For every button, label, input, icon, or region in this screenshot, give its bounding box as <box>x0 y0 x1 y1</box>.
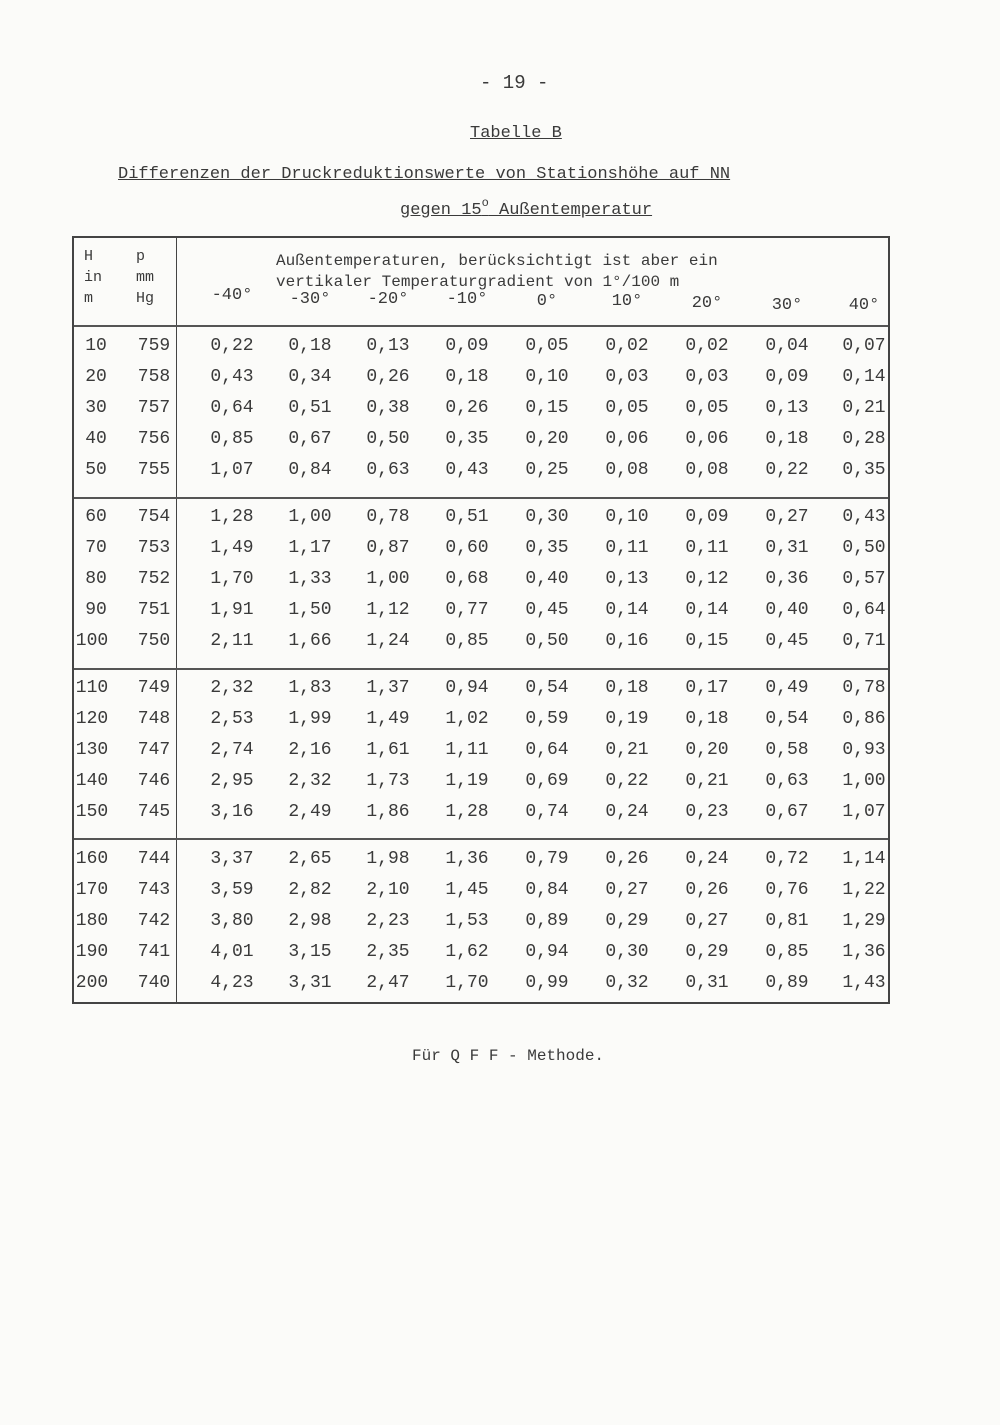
value-cell: 0,24 <box>605 802 649 822</box>
value-cell: 0,54 <box>525 678 569 698</box>
value-cell: 0,54 <box>765 709 809 729</box>
page-number: - 19 - <box>480 72 549 94</box>
header-h-line: in <box>84 269 103 286</box>
header-temperature: 20° <box>691 294 723 313</box>
value-cell: 2,32 <box>210 678 254 698</box>
value-cell: 2,16 <box>288 740 332 760</box>
value-cell: 1,91 <box>210 600 254 620</box>
value-cell: 1,83 <box>288 678 332 698</box>
header-temperature: -30° <box>289 290 331 309</box>
value-cell: 0,76 <box>765 880 809 900</box>
value-cell: 0,59 <box>525 709 569 729</box>
value-cell: 1,73 <box>366 771 410 791</box>
value-cell: 0,20 <box>685 740 729 760</box>
height-cell: 190 <box>75 942 109 962</box>
value-cell: 0,08 <box>685 460 729 480</box>
height-cell: 120 <box>75 709 109 729</box>
value-cell: 1,43 <box>842 973 886 993</box>
value-cell: 0,45 <box>765 631 809 651</box>
value-cell: 0,25 <box>525 460 569 480</box>
value-cell: 0,67 <box>288 429 332 449</box>
value-cell: 0,87 <box>366 538 410 558</box>
value-cell: 0,67 <box>765 802 809 822</box>
height-cell: 160 <box>75 849 109 869</box>
value-cell: 0,08 <box>605 460 649 480</box>
header-temperature: -10° <box>446 290 488 309</box>
column-divider <box>176 238 177 1002</box>
pressure-cell: 742 <box>137 911 171 931</box>
value-cell: 2,10 <box>366 880 410 900</box>
height-cell: 30 <box>85 398 107 418</box>
value-cell: 0,85 <box>765 942 809 962</box>
value-cell: 0,36 <box>765 569 809 589</box>
value-cell: 0,51 <box>445 507 489 527</box>
value-cell: 1,22 <box>842 880 886 900</box>
value-cell: 0,72 <box>765 849 809 869</box>
value-cell: 3,16 <box>210 802 254 822</box>
value-cell: 0,38 <box>366 398 410 418</box>
value-cell: 2,49 <box>288 802 332 822</box>
value-cell: 0,28 <box>842 429 886 449</box>
pressure-cell: 741 <box>137 942 171 962</box>
height-cell: 10 <box>85 336 107 356</box>
value-cell: 1,12 <box>366 600 410 620</box>
table-subtitle <box>400 196 652 220</box>
pressure-cell: 757 <box>137 398 171 418</box>
value-cell: 1,11 <box>445 740 489 760</box>
value-cell: 1,00 <box>288 507 332 527</box>
value-cell: 0,06 <box>605 429 649 449</box>
value-cell: 0,15 <box>685 631 729 651</box>
pressure-cell: 747 <box>137 740 171 760</box>
table-label: Tabelle B <box>470 124 562 143</box>
value-cell: 0,05 <box>685 398 729 418</box>
value-cell: 0,50 <box>366 429 410 449</box>
value-cell: 0,68 <box>445 569 489 589</box>
value-cell: 0,26 <box>366 367 410 387</box>
value-cell: 0,26 <box>605 849 649 869</box>
value-cell: 2,32 <box>288 771 332 791</box>
value-cell: 0,50 <box>525 631 569 651</box>
pressure-cell: 740 <box>137 973 171 993</box>
header-p-line: p <box>136 248 146 265</box>
value-cell: 0,11 <box>685 538 729 558</box>
value-cell: 0,84 <box>525 880 569 900</box>
value-cell: 0,21 <box>842 398 886 418</box>
value-cell: 1,49 <box>210 538 254 558</box>
value-cell: 4,23 <box>210 973 254 993</box>
pressure-cell: 756 <box>137 429 171 449</box>
value-cell: 0,06 <box>685 429 729 449</box>
value-cell: 0,22 <box>210 336 254 356</box>
value-cell: 2,23 <box>366 911 410 931</box>
subtitle-suffix: Außentemperatur <box>488 201 653 220</box>
value-cell: 0,09 <box>765 367 809 387</box>
value-cell: 1,00 <box>366 569 410 589</box>
value-cell: 2,53 <box>210 709 254 729</box>
value-cell: 0,57 <box>842 569 886 589</box>
value-cell: 0,13 <box>605 569 649 589</box>
data-table <box>72 236 890 1004</box>
header-h-line: m <box>84 290 94 307</box>
value-cell: 0,13 <box>366 336 410 356</box>
value-cell: 0,10 <box>605 507 649 527</box>
value-cell: 0,31 <box>685 973 729 993</box>
pressure-cell: 752 <box>137 569 171 589</box>
value-cell: 0,14 <box>605 600 649 620</box>
value-cell: 0,27 <box>685 911 729 931</box>
header-temperature: 40° <box>848 296 880 315</box>
value-cell: 0,18 <box>605 678 649 698</box>
value-cell: 0,18 <box>685 709 729 729</box>
value-cell: 0,26 <box>445 398 489 418</box>
value-cell: 1,36 <box>445 849 489 869</box>
row-group-divider <box>74 325 888 327</box>
value-cell: 0,99 <box>525 973 569 993</box>
value-cell: 1,99 <box>288 709 332 729</box>
value-cell: 3,37 <box>210 849 254 869</box>
value-cell: 0,03 <box>685 367 729 387</box>
value-cell: 2,82 <box>288 880 332 900</box>
value-cell: 1,33 <box>288 569 332 589</box>
value-cell: 1,45 <box>445 880 489 900</box>
height-cell: 140 <box>75 771 109 791</box>
header-temperature: -20° <box>367 290 409 309</box>
value-cell: 0,14 <box>685 600 729 620</box>
value-cell: 0,29 <box>605 911 649 931</box>
value-cell: 0,23 <box>685 802 729 822</box>
header-temperature: -40° <box>211 286 253 305</box>
value-cell: 0,21 <box>685 771 729 791</box>
pressure-cell: 743 <box>137 880 171 900</box>
footer-note: Für Q F F - Methode. <box>412 1047 605 1065</box>
value-cell: 1,62 <box>445 942 489 962</box>
value-cell: 0,19 <box>605 709 649 729</box>
value-cell: 1,17 <box>288 538 332 558</box>
value-cell: 0,03 <box>605 367 649 387</box>
value-cell: 0,02 <box>605 336 649 356</box>
pressure-cell: 751 <box>137 600 171 620</box>
value-cell: 1,14 <box>842 849 886 869</box>
header-p-line: mm <box>136 269 155 286</box>
value-cell: 2,35 <box>366 942 410 962</box>
value-cell: 0,18 <box>765 429 809 449</box>
value-cell: 0,85 <box>210 429 254 449</box>
value-cell: 0,22 <box>605 771 649 791</box>
pressure-cell: 748 <box>137 709 171 729</box>
row-group-divider <box>74 838 888 840</box>
value-cell: 0,35 <box>842 460 886 480</box>
value-cell: 0,64 <box>210 398 254 418</box>
value-cell: 1,02 <box>445 709 489 729</box>
value-cell: 0,05 <box>605 398 649 418</box>
header-h <box>84 246 102 309</box>
value-cell: 0,29 <box>685 942 729 962</box>
value-cell: 0,09 <box>445 336 489 356</box>
value-cell: 0,04 <box>765 336 809 356</box>
value-cell: 0,27 <box>605 880 649 900</box>
value-cell: 0,63 <box>366 460 410 480</box>
value-cell: 0,34 <box>288 367 332 387</box>
height-cell: 70 <box>85 538 107 558</box>
header-temperature: 10° <box>611 292 643 311</box>
height-cell: 100 <box>75 631 109 651</box>
value-cell: 3,15 <box>288 942 332 962</box>
value-cell: 3,31 <box>288 973 332 993</box>
pressure-cell: 755 <box>137 460 171 480</box>
header-temperature: 0° <box>536 292 558 311</box>
value-cell: 1,07 <box>842 802 886 822</box>
value-cell: 0,18 <box>288 336 332 356</box>
value-cell: 0,17 <box>685 678 729 698</box>
value-cell: 0,02 <box>685 336 729 356</box>
value-cell: 0,84 <box>288 460 332 480</box>
height-cell: 40 <box>85 429 107 449</box>
height-cell: 20 <box>85 367 107 387</box>
degree-sup: o <box>481 196 489 210</box>
value-cell: 0,93 <box>842 740 886 760</box>
value-cell: 3,80 <box>210 911 254 931</box>
value-cell: 2,98 <box>288 911 332 931</box>
value-cell: 2,47 <box>366 973 410 993</box>
value-cell: 0,86 <box>842 709 886 729</box>
value-cell: 1,66 <box>288 631 332 651</box>
value-cell: 1,50 <box>288 600 332 620</box>
value-cell: 0,69 <box>525 771 569 791</box>
value-cell: 4,01 <box>210 942 254 962</box>
row-group-divider <box>74 668 888 670</box>
value-cell: 0,78 <box>842 678 886 698</box>
value-cell: 0,58 <box>765 740 809 760</box>
value-cell: 1,29 <box>842 911 886 931</box>
height-cell: 110 <box>75 678 109 698</box>
value-cell: 0,13 <box>765 398 809 418</box>
value-cell: 0,27 <box>765 507 809 527</box>
value-cell: 0,31 <box>765 538 809 558</box>
value-cell: 0,50 <box>842 538 886 558</box>
value-cell: 0,77 <box>445 600 489 620</box>
value-cell: 1,98 <box>366 849 410 869</box>
pressure-cell: 744 <box>137 849 171 869</box>
value-cell: 0,30 <box>525 507 569 527</box>
value-cell: 0,11 <box>605 538 649 558</box>
value-cell: 1,00 <box>842 771 886 791</box>
pressure-cell: 759 <box>137 336 171 356</box>
pressure-cell: 758 <box>137 367 171 387</box>
value-cell: 0,14 <box>842 367 886 387</box>
value-cell: 2,95 <box>210 771 254 791</box>
value-cell: 0,05 <box>525 336 569 356</box>
value-cell: 0,71 <box>842 631 886 651</box>
height-cell: 50 <box>85 460 107 480</box>
value-cell: 1,53 <box>445 911 489 931</box>
table-title: Differenzen der Druckreduktionswerte von Stationshöhe auf NN <box>118 165 731 184</box>
value-cell: 0,89 <box>525 911 569 931</box>
value-cell: 0,94 <box>525 942 569 962</box>
value-cell: 0,64 <box>525 740 569 760</box>
value-cell: 0,15 <box>525 398 569 418</box>
row-group-divider <box>74 497 888 499</box>
value-cell: 2,74 <box>210 740 254 760</box>
value-cell: 0,43 <box>210 367 254 387</box>
value-cell: 0,89 <box>765 973 809 993</box>
value-cell: 0,18 <box>445 367 489 387</box>
header-h-line: H <box>84 248 94 265</box>
value-cell: 0,26 <box>685 880 729 900</box>
pressure-cell: 754 <box>137 507 171 527</box>
height-cell: 60 <box>85 507 107 527</box>
value-cell: 1,24 <box>366 631 410 651</box>
value-cell: 1,28 <box>445 802 489 822</box>
value-cell: 0,32 <box>605 973 649 993</box>
height-cell: 180 <box>75 911 109 931</box>
value-cell: 0,07 <box>842 336 886 356</box>
value-cell: 0,64 <box>842 600 886 620</box>
value-cell: 1,37 <box>366 678 410 698</box>
value-cell: 0,85 <box>445 631 489 651</box>
value-cell: 0,45 <box>525 600 569 620</box>
height-cell: 130 <box>75 740 109 760</box>
value-cell: 0,09 <box>685 507 729 527</box>
pressure-cell: 745 <box>137 802 171 822</box>
pressure-cell: 750 <box>137 631 171 651</box>
value-cell: 1,86 <box>366 802 410 822</box>
value-cell: 0,35 <box>445 429 489 449</box>
value-cell: 0,40 <box>525 569 569 589</box>
value-cell: 0,35 <box>525 538 569 558</box>
height-cell: 90 <box>85 600 107 620</box>
header-desc-2: vertikaler Temperaturgradient von 1°/100 m <box>276 273 680 291</box>
height-cell: 170 <box>75 880 109 900</box>
value-cell: 1,49 <box>366 709 410 729</box>
value-cell: 0,63 <box>765 771 809 791</box>
value-cell: 0,78 <box>366 507 410 527</box>
pressure-cell: 753 <box>137 538 171 558</box>
value-cell: 1,70 <box>445 973 489 993</box>
value-cell: 0,43 <box>842 507 886 527</box>
value-cell: 0,43 <box>445 460 489 480</box>
value-cell: 0,74 <box>525 802 569 822</box>
value-cell: 0,16 <box>605 631 649 651</box>
value-cell: 0,79 <box>525 849 569 869</box>
value-cell: 0,24 <box>685 849 729 869</box>
value-cell: 0,20 <box>525 429 569 449</box>
subtitle-prefix: gegen 15 <box>400 201 482 220</box>
value-cell: 1,07 <box>210 460 254 480</box>
value-cell: 0,12 <box>685 569 729 589</box>
value-cell: 0,30 <box>605 942 649 962</box>
value-cell: 1,61 <box>366 740 410 760</box>
value-cell: 1,19 <box>445 771 489 791</box>
pressure-cell: 746 <box>137 771 171 791</box>
value-cell: 0,21 <box>605 740 649 760</box>
value-cell: 0,49 <box>765 678 809 698</box>
header-p <box>136 246 154 309</box>
header-temperature: 30° <box>771 296 803 315</box>
value-cell: 1,36 <box>842 942 886 962</box>
value-cell: 0,81 <box>765 911 809 931</box>
height-cell: 80 <box>85 569 107 589</box>
value-cell: 0,94 <box>445 678 489 698</box>
height-cell: 150 <box>75 802 109 822</box>
value-cell: 2,11 <box>210 631 254 651</box>
value-cell: 1,28 <box>210 507 254 527</box>
value-cell: 0,10 <box>525 367 569 387</box>
value-cell: 2,65 <box>288 849 332 869</box>
value-cell: 0,51 <box>288 398 332 418</box>
pressure-cell: 749 <box>137 678 171 698</box>
header-p-line: Hg <box>136 290 155 307</box>
height-cell: 200 <box>75 973 109 993</box>
header-desc-1: Außentemperaturen, berücksichtigt ist aber ein <box>276 252 718 270</box>
value-cell: 3,59 <box>210 880 254 900</box>
value-cell: 0,22 <box>765 460 809 480</box>
value-cell: 0,60 <box>445 538 489 558</box>
value-cell: 1,70 <box>210 569 254 589</box>
value-cell: 0,40 <box>765 600 809 620</box>
